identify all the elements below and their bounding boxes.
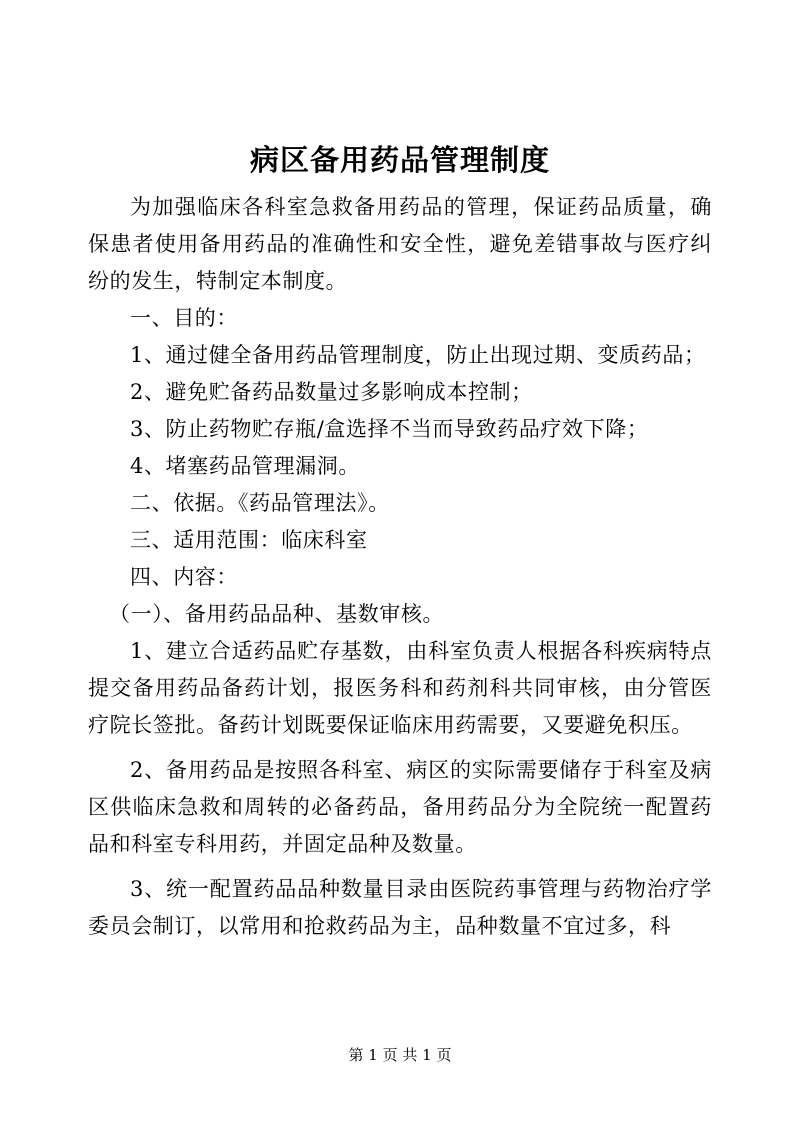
document-body xyxy=(88,189,712,945)
paragraph-section-3: 三、适用范围：临床科室 xyxy=(130,528,368,552)
paragraph-section-1-heading: 一、目的： xyxy=(130,306,238,330)
paragraph-purpose-3: 3、防止药物贮存瓶/盒选择不当而导致药品疗效下降； xyxy=(130,417,649,441)
document-title: 病区备用药品管理制度 xyxy=(249,143,550,177)
page-footer: 第 1 页 共 1 页 xyxy=(348,1046,452,1064)
paragraph-purpose-1: 1、通过健全备用药品管理制度，防止出现过期、变质药品； xyxy=(130,343,706,367)
paragraph-subsection-1-heading: （一）、备用药品品种、基数审核。 xyxy=(109,602,445,626)
paragraph-purpose-4: 4、堵塞药品管理漏洞。 xyxy=(130,454,360,478)
paragraph-intro: 为加强临床各科室急救备用药品的管理，保证药品质量，确保患者使用备用药品的准确性和安全性，避免差错事故与医疗纠纷的发生，特制定本制度。 xyxy=(88,195,712,293)
paragraph-section-4-heading: 四、内容： xyxy=(130,565,238,589)
paragraph-purpose-2: 2、避免贮备药品数量过多影响成本控制； xyxy=(130,380,533,404)
paragraph-content-2: 2、备用药品是按照各科室、病区的实际需要储存于科室及病区供临床急救和周转的必备药品，备用药品分为全院统一配置药品和科室专科用药，并固定品种及数量。 xyxy=(88,758,712,856)
paragraph-content-1: 1、建立合适药品贮存基数，由科室负责人根据各科疾病特点提交备用药品备药计划，报医务科和药剂科共同审核，由分管医疗院长签批。备药计划既要保证临床用药需要，又要避免积压。 xyxy=(88,639,712,737)
paragraph-content-3: 3、统一配置药品品种数量目录由医院药事管理与药物治疗学委员会制订，以常用和抢救药品为主，品种数量不宜过多，科 xyxy=(88,877,712,938)
paragraph-section-2: 二、依据。《药品管理法》。 xyxy=(130,491,390,515)
